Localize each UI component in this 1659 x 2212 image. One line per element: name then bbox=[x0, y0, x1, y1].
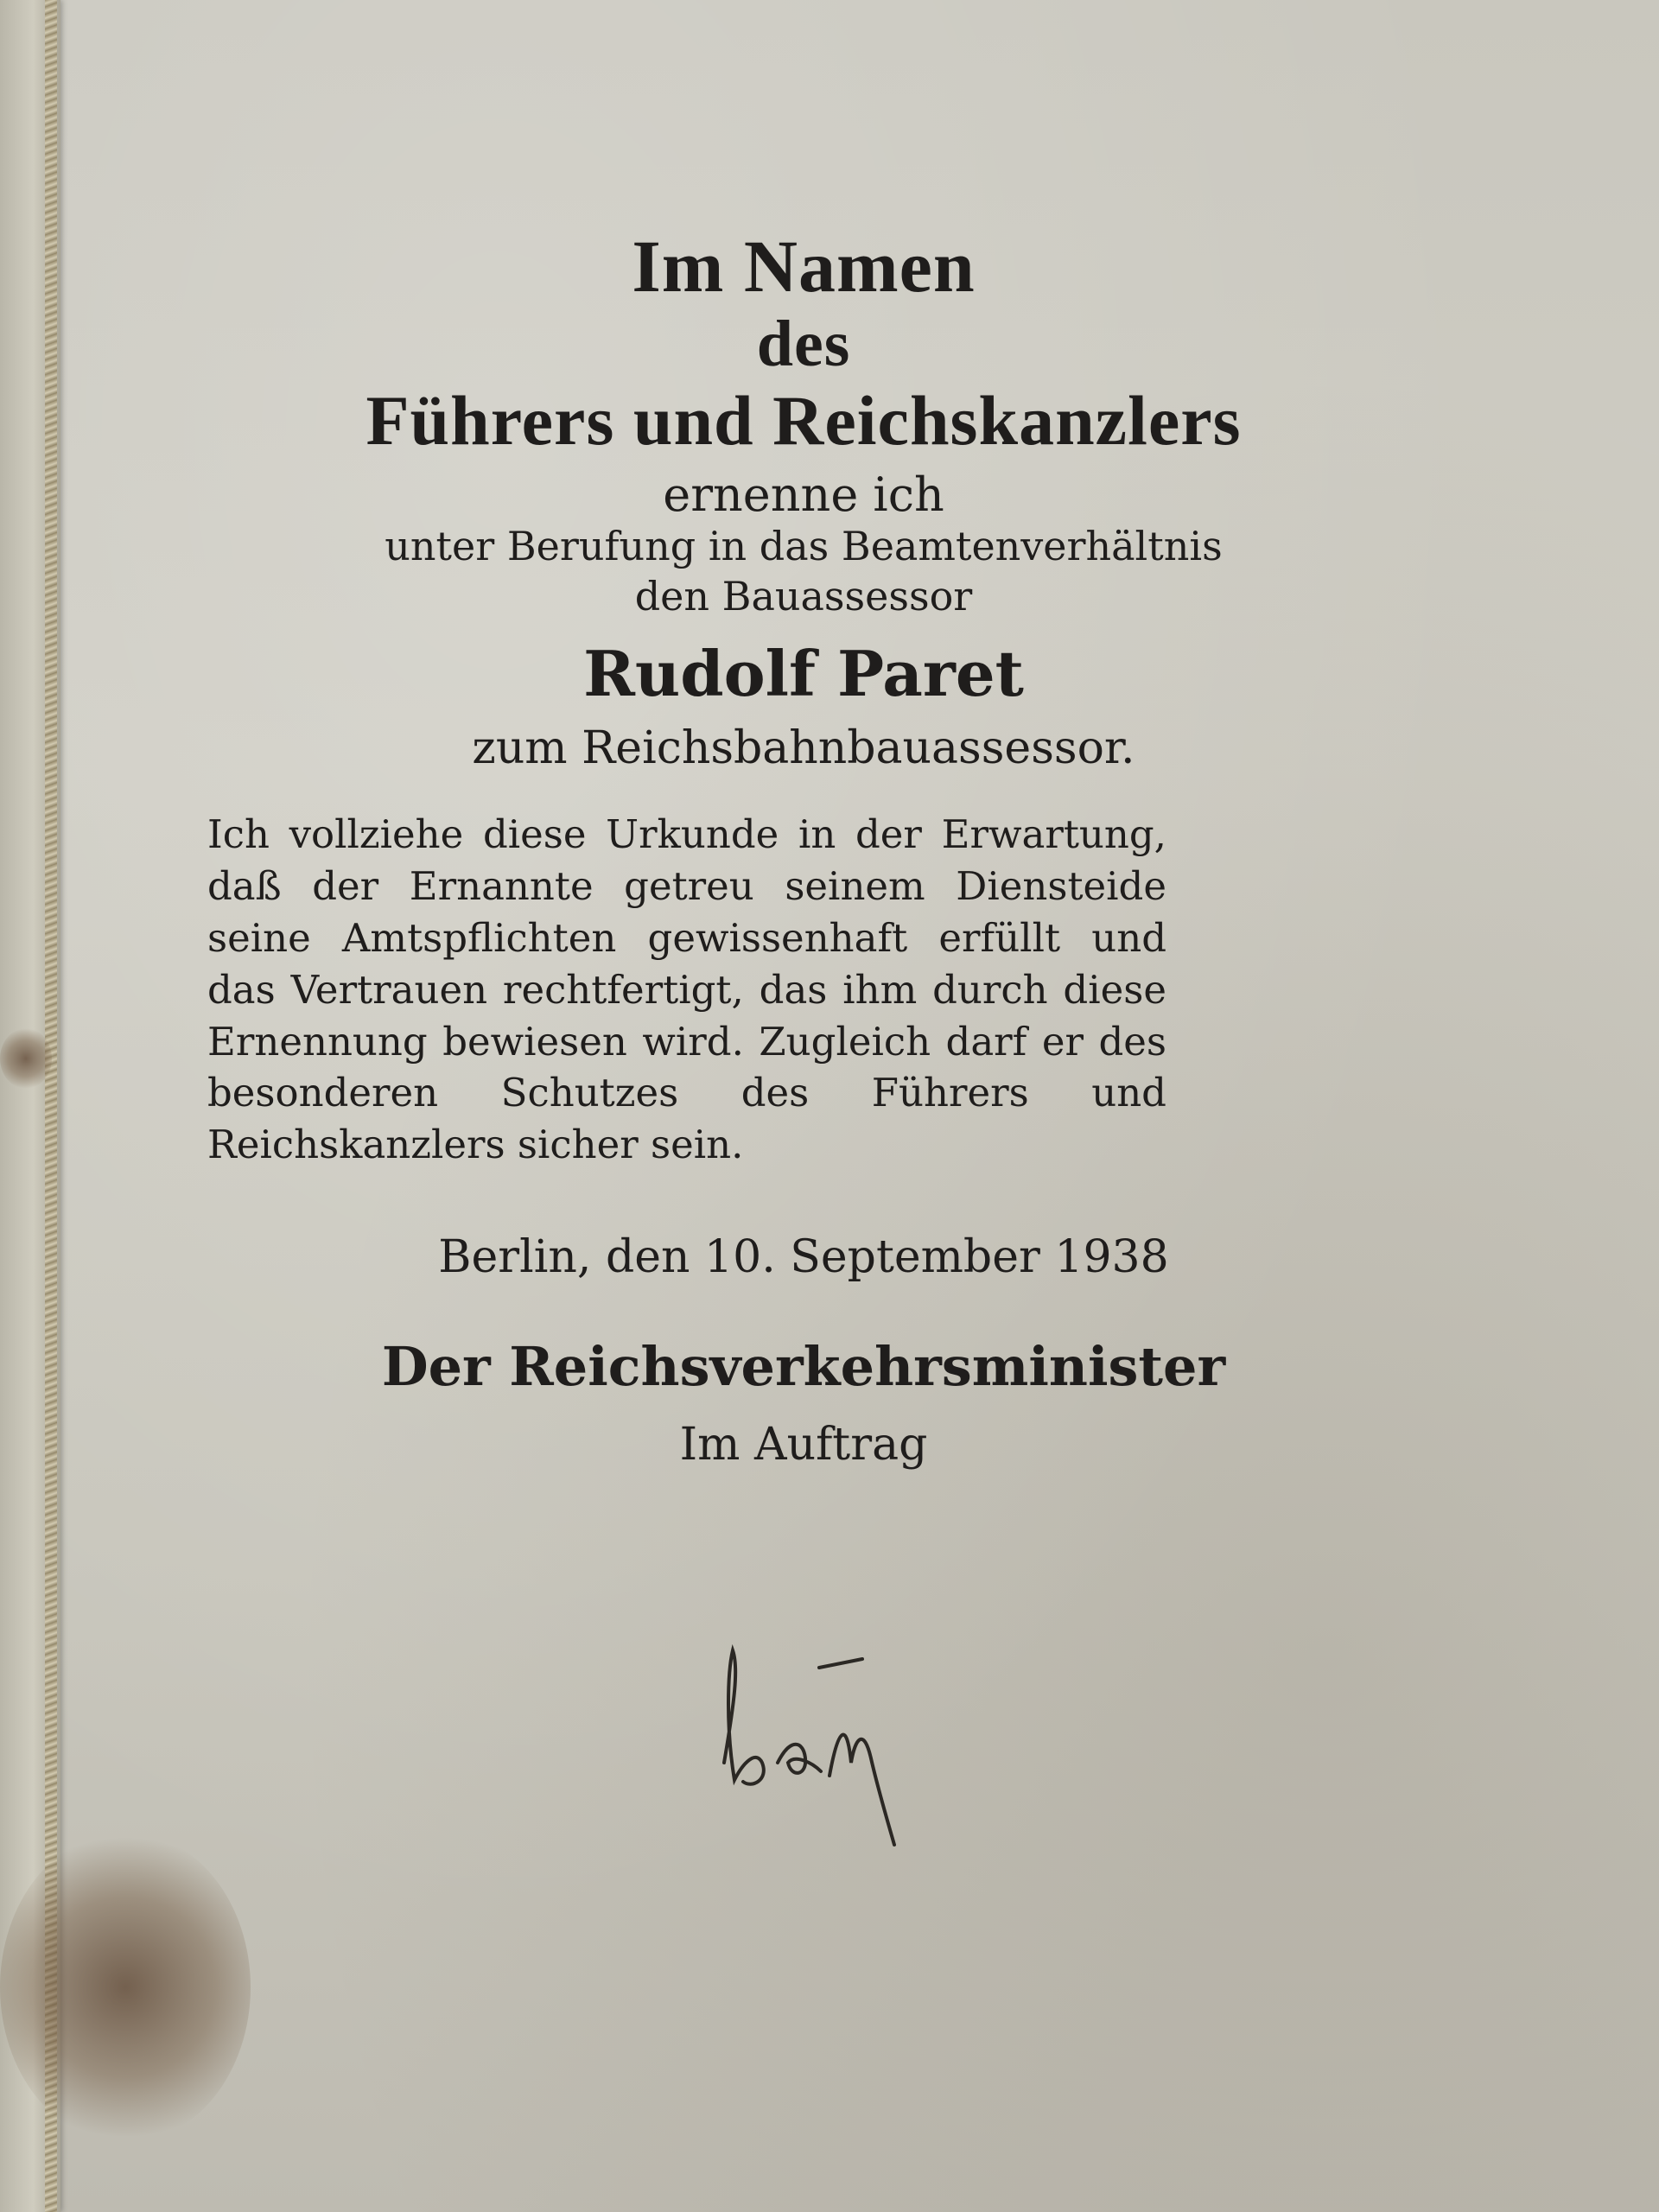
context-line-2: den Bauassessor bbox=[634, 572, 973, 620]
heading-line-2: des bbox=[756, 308, 851, 381]
new-title: zum Reichsbahnbauassessor. bbox=[472, 722, 1135, 775]
certificate-text bbox=[207, 225, 1322, 1471]
stain-left-lower bbox=[0, 1832, 251, 2143]
appointee-name: Rudolf Paret bbox=[583, 637, 1024, 711]
on-behalf: Im Auftrag bbox=[679, 1419, 928, 1471]
stain-left-upper bbox=[0, 1028, 52, 1089]
place-date: Berlin, den 10. September 1938 bbox=[438, 1231, 1169, 1284]
certificate-body: Ich vollziehe diese Urkunde in der Erwartung, daß der Ernannte getreu seinem Diensteide seine Amtspflichten gewissenhaft erfüllt und das Vertrauen rechtfertigt, das ihm durch diese Ernennung bewiesen wird. Zugleich darf er des besonderen Schutzes des Führers und Reichskanzlers sicher sein. bbox=[207, 811, 1166, 1168]
heading-line-1: Im Namen bbox=[632, 225, 976, 308]
appoint-phrase: ernenne ich bbox=[663, 467, 944, 523]
signature-icon bbox=[709, 1633, 933, 1858]
heading-line-3: Führers und Reichskanzlers bbox=[365, 381, 1242, 461]
context-line-1: unter Berufung in das Beamtenverhältnis bbox=[385, 523, 1223, 570]
signatory-title: Der Reichsverkehrsminister bbox=[381, 1335, 1226, 1399]
